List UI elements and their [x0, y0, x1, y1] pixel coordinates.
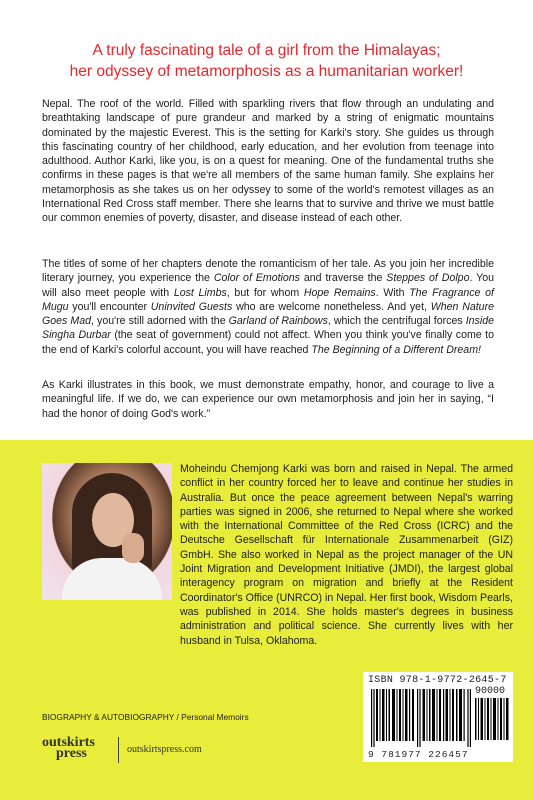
- price-barcode-icon: [475, 698, 509, 740]
- text: and traverse the: [299, 272, 387, 285]
- chapter-title: Lost Limbs: [173, 286, 227, 299]
- price-code: 90000: [475, 686, 506, 697]
- text: , you're still adorned with the: [91, 315, 229, 328]
- publisher-logo-line-2: press: [56, 746, 87, 761]
- chapter-title: Hope Remains: [303, 286, 376, 299]
- blurb-paragraph-2: [42, 257, 494, 357]
- chapter-title: Uninvited Guests: [150, 300, 233, 313]
- headline-line-1: A truly fascinating tale of a girl from the Himalayas;: [92, 42, 441, 59]
- photo-hand: [122, 533, 144, 563]
- headline: [20, 40, 513, 82]
- blurb-paragraph-3: As Karki illustrates in this book, we must demonstrate empathy, honor, and courage to live a meaningful life. If we do, we can experience our own metamorphosis and join her in saying, “I had the honor of doing God's work.”: [42, 379, 494, 420]
- publisher-logo: [42, 735, 112, 765]
- text: . You will also meet people with: [42, 272, 495, 299]
- text: , which the centrifugal forces: [327, 315, 466, 328]
- author-bio: Moheindu Chemjong Karki was born and raised in Nepal. The armed conflict in her country forced her to leave and continue her studies in Australia. But once the peace agreement between Nepal's warring parties was signed in 2006, she returned to Nepal where she worked with the International Committee of the Red Cross (ICRC) and the Deutsche Gesellschaft für Internationale Zusammenarbeit (GIZ) GmbH. She also worked in Nepal as the project manager of the UN Joint Migration and Development Initiative (JMDI), the largest global interagency program on migration and briefly at the Resident Coordinator's Office (UNRCO) in Nepal. Her first book, Wisdom Pearls, was published in 2014. She holds master's degrees in business administration and political science. She currently lives with her husband in Tulsa, Oklahoma.: [180, 463, 513, 647]
- book-category: BIOGRAPHY & AUTOBIOGRAPHY / Personal Memoirs: [42, 712, 249, 722]
- publisher-url: outskirtspress.com: [127, 744, 202, 755]
- text: you'll encounter: [68, 300, 151, 313]
- chapter-title: Color of Emotions: [213, 272, 300, 285]
- chapter-title: Garland of Rainbows: [228, 315, 328, 328]
- ean-barcode-icon: [371, 689, 471, 747]
- headline-line-2: her odyssey of metamorphosis as a humanitarian worker!: [69, 63, 464, 80]
- publisher-divider: [118, 737, 119, 763]
- author-photo: [42, 463, 172, 600]
- text: , but for whom: [226, 286, 304, 299]
- chapter-title: The Beginning of a Different Dream!: [311, 343, 481, 356]
- chapter-title: The Fragrance of Mugu: [42, 286, 494, 313]
- chapter-title: Inside Singha Durbar: [42, 315, 495, 342]
- ean-digits: 9 781977 226457: [368, 749, 469, 760]
- text: The titles of some of her chapters denote the romanticism of her tale. As you join her incredible literary journey, you experience the: [42, 258, 494, 285]
- chapter-title: Steppes of Dolpo: [386, 272, 470, 285]
- isbn-label: ISBN 978-1-9772-2645-7: [368, 675, 507, 686]
- blurb-paragraph-1: Nepal. The roof of the world. Filled with sparkling rivers that flow through an undulating and breathtaking landscape of pure grandeur and marked by a string of enigmatic mountains dominated by the majestic Everest. This is the setting for Karki's story. She guides us through this fascinating country of her childhood, early education, and her evolution from teenage into adulthood. Author Karki, like you, is on a quest for meaning. One of the fundamental truths she confirms in these pages is that we're all members of the same human family. She explains her metamorphosis as she takes us on her odyssey to some of the world's remotest villages as an International Red Cross staff member. There she learns that to survive and thrive we must battle our common enemies of poverty, disaster, and disease instead of each other.: [42, 98, 494, 225]
- text: . With: [375, 286, 410, 299]
- barcode-box: [363, 672, 513, 762]
- chapter-title: When Nature Goes Mad: [42, 300, 494, 328]
- publisher-logo-line-1: outskirts: [42, 735, 95, 750]
- text: (the seat of government) could not affect. When you think you've finally come to the end of Karki's colorful account, you will have reached: [42, 329, 494, 356]
- text: who are welcome nonetheless. And yet,: [232, 300, 431, 313]
